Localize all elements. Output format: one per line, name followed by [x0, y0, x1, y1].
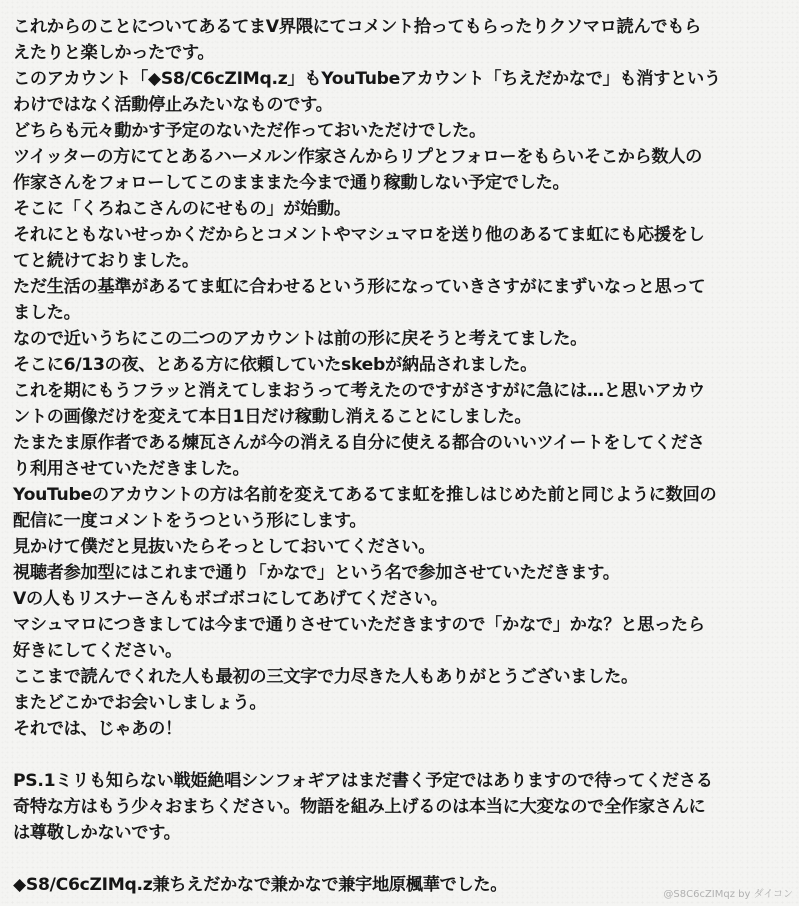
text-line: PS.1ミリも知らない戦姫絶唱シンフォギアはまだ書く予定ではありますので待ってくださる — [13, 771, 713, 791]
text-line: 好きにしてください。 — [13, 641, 182, 661]
blank-line — [13, 846, 789, 872]
text-line: マシュマロにつきましては今まで通りさせていただきますので「かなで」かな？と思ったら — [13, 615, 705, 635]
text-line: YouTubeのアカウントの方は名前を変えてあるてま虹を推しはじめた前と同じように数回の — [13, 485, 717, 505]
text-line: えたりと楽しかったです。 — [13, 43, 215, 63]
text-line: なので近いうちにこの二つのアカウントは前の形に戻そうと考えてました。 — [13, 329, 588, 349]
text-line: わけではなく活動停止みたいなものです。 — [13, 95, 333, 115]
blank-line — [13, 742, 789, 768]
text-line: 奇特な方はもう少々おまちください。物語を組み上げるのは本当に大変なので全作家さんに — [13, 797, 706, 817]
text-line: またどこかでお会いしましょう。 — [13, 693, 267, 713]
text-line: これからのことについてあるてまV界隈にてコメント拾ってもらったりクソマロ読んでもら — [13, 17, 701, 37]
text-line: 作家さんをフォローしてこのまままた今まで通り稼動しない予定でした。 — [13, 173, 570, 193]
text-line: ントの画像だけを変えて本日1日だけ稼動し消えることにしました。 — [13, 407, 532, 427]
text-line: は尊敬しかないです。 — [13, 823, 181, 843]
text-line: たまたま原作者である煉瓦さんが今の消える自分に使える都合のいいツイートをしてくださ — [13, 433, 705, 453]
text-line: 視聴者参加型にはこれまで通り「かなで」という名で参加させていただきます。 — [13, 563, 620, 583]
text-line: ただ生活の基準があるてま虹に合わせるという形になっていきさすがにまずいなっと思って — [13, 277, 706, 297]
watermark: @S8C6cZIMqz by ダイコン — [663, 889, 793, 900]
text-line: 配信に一度コメントをうつという形にします。 — [13, 511, 367, 531]
text-line: てと続けておりました。 — [13, 251, 199, 271]
document-body — [13, 14, 789, 898]
text-line: り利用させていただきました。 — [13, 459, 250, 479]
text-line: ◆S8/C6cZIMq.z兼ちえだかなで兼かなで兼宇地原楓華でした。 — [13, 875, 508, 895]
text-line: このアカウント「◆S8/C6cZIMq.z」もYouTubeアカウント「ちえだかなで」も消すという — [13, 69, 721, 89]
text-line: ツイッターの方にてとあるハーメルン作家さんからリプとフォローをもらいそこから数人の — [13, 147, 703, 167]
text-line: Vの人もリスナーさんもボゴボコにしてあげてください。 — [13, 589, 448, 609]
text-line: 見かけて僕だと見抜いたらそっとしておいてください。 — [13, 537, 436, 557]
text-line: それでは、じゃあの！ — [13, 719, 182, 739]
text-line: そこに「くろねこさんのにせもの」が始動。 — [13, 199, 351, 219]
text-line: ここまで読んでくれた人も最初の三文字で力尽きた人もありがとうございました。 — [13, 667, 638, 687]
text-line: それにともないせっかくだからとコメントやマシュマロを送り他のあるてま虹にも応援をし — [13, 225, 705, 245]
text-line: どちらも元々動かす予定のないただ作っておいただけでした。 — [13, 121, 486, 141]
text-line: ました。 — [13, 303, 81, 323]
text-line: これを期にもうフラッと消えてしまおうって考えたのですがさすがに急には…と思いアカウ — [13, 381, 705, 401]
text-line: そこに6/13の夜、とある方に依頼していたskebが納品されました。 — [13, 355, 537, 375]
